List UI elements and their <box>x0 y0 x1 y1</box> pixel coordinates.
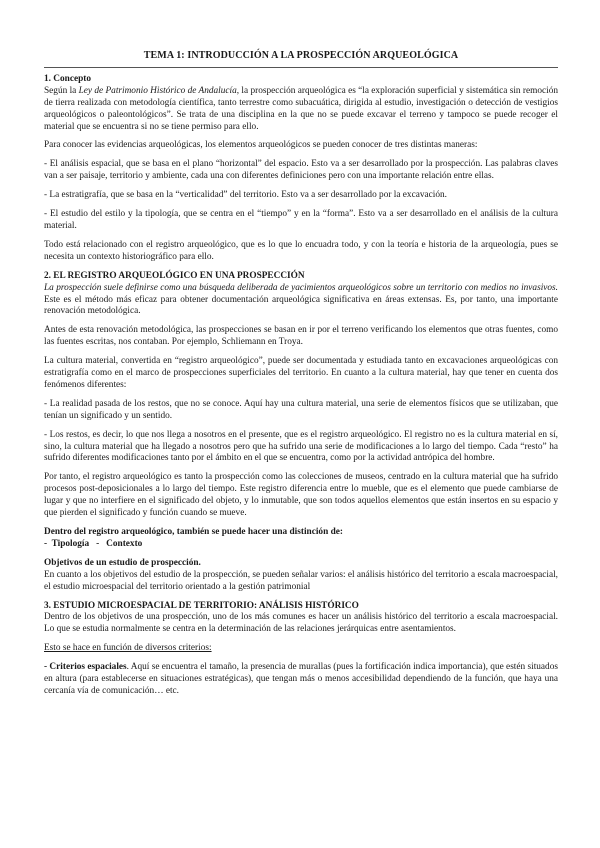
distinction-heading: Dentro del registro arqueológico, también se puede hacer una distinción de: <box>44 527 343 537</box>
section-2-paragraph-3: La cultura material, convertida en “registro arqueológico”, puede ser documentada y estudiada tanto en excavaciones arqueológicas con estratigrafía como en el marco de prospecciones superficiales del territorio. En cuanto a la cultura material, hay que tener en cuenta dos fenómenos diferentes: <box>44 356 558 390</box>
section-2-heading: 2. EL REGISTRO ARQUEOLÓGICO EN UNA PROSPECCIÓN <box>44 270 305 281</box>
title-divider <box>44 67 558 68</box>
section-1-paragraph-2: Para conocer las evidencias arqueológicas, los elementos arqueológicos se pueden conocer de tres distintas maneras: <box>44 140 478 151</box>
section-2-paragraph-6: Por tanto, el registro arqueológico es tanto la prospección como las colecciones de museos, centrado en la cultura material que ha sufrido procesos post-deposicionales a lo largo del tiempo. Este registro diferencia entre lo mueble, que es el elemento que puede cambiarse de lugar y que no interfiere en el significado del objeto, y lo inmutable, que son todos aquellos elementos que están insertos en su espacio y que pierden el significado y función cuando se mueve. <box>44 472 558 519</box>
spatial-criteria-paragraph <box>44 662 558 698</box>
text-run: . Aquí se encuentra el tamaño, la presencia de murallas (pues la fortificación indica importancia), que estén situados en altura (para establecerse en situaciones estratégicas), que tengan más o menos accesibilidad dependiendo de la función, que haya una cercanía vía de comunicación… etc. <box>44 662 558 696</box>
text-run: Este es el método más eficaz para obtener documentación arqueológica significativa en áreas extensas. Es, por tanto, una importante renovación metodológica. <box>44 294 558 317</box>
section-2-paragraph-2: Antes de esta renovación metodológica, las prospecciones se basan en ir por el terreno verificando los elementos que otras fuentes, como las fuentes escritas, nos contaban. Por ejemplo, Schliemann en Troya. <box>44 325 558 348</box>
section-1-paragraph-4: - La estratigrafía, que se basa en la “verticalidad” del territorio. Esto va a ser desarrollado por la excavación. <box>44 190 447 201</box>
section-2-paragraph-5: - Los restos, es decir, lo que nos llega a nosotros en el presente, que es el registro arqueológico. El registro no es la cultura material en sí, sino, la cultura material que ha llegado a nosotros pero que ha sufrido una serie de modificaciones a lo largo del tiempo. Cada “resto” ha sufrido diferentes modificaciones tanto por el ámbito en el que se encuentra, como por la actividad antrópica del hombre. <box>44 429 558 464</box>
section-1-paragraph-6: Todo está relacionado con el registro arqueológico, que es lo que lo encuadra todo, y con la teoría e historia de la arqueología, pues se necesita un contexto historiográfico para ello. <box>44 239 558 262</box>
objectives-text: En cuanto a los objetivos del estudio de la prospección, se pueden señalar varios: el análisis histórico del territorio a escala macroespacial, el estudio microespacial del territorio orientado a la gestión patrimonial <box>44 569 558 592</box>
section-2-paragraph-1 <box>44 283 558 319</box>
text-run: Según la <box>44 85 79 96</box>
objectives-heading: Objetivos de un estudio de prospección. <box>44 557 201 568</box>
document-page <box>44 50 558 705</box>
section-1-paragraph-5: - El estudio del estilo y la tipología, que se centra en el “tiempo” y en la “forma”. Esto va a ser desarrollado en el análisis de la cultura material. <box>44 209 558 231</box>
page-title: TEMA 1: INTRODUCCIÓN A LA PROSPECCIÓN ARQUEOLÓGICA <box>143 50 459 61</box>
text-run: , la prospección arqueológica es “la exploración superficial y sistemática sin remoción de tierra realizada con metodología científica, tanto terrestre como subacuática, dirigida al estudio, investigación o detección de vestigios arqueológicos o paleontológicos”. Se trata de una disciplina en la que no se puede excavar el terreno y tampoco se puede recoger el material que se encuentra si no se tiene permiso para ello. <box>44 85 558 132</box>
section-3-paragraph-1: Dentro de los objetivos de una prospección, uno de los más comunes es hacer un análisis histórico del territorio a escala macroespacial. Lo que se estudia normalmente se centra en la determinación de las relaciones jerárquicas entre asentamientos. <box>44 612 558 635</box>
definition-italic: La prospección suele definirse como una búsqueda deliberada de yacimientos arqueológicos sobre un territorio con medios no invasivos. <box>44 282 558 293</box>
law-name-italic: Ley de Patrimonio Histórico de Andalucía <box>78 85 237 96</box>
section-1-paragraph-3: - El análisis espacial, que se basa en el plano “horizontal” del espacio. Esto va a ser desarrollado por la prospección. Las palabras claves van a ser paisaje, territorio y ambiente, cada una con diferentes definiciones pero con una importante relación entre ellas. <box>44 159 558 182</box>
spatial-criteria-label: - Criterios espaciales <box>44 662 127 673</box>
section-2-paragraph-4: - La realidad pasada de los restos, que no se conoce. Aquí hay una cultura material, una serie de elementos físicos que se utilizaban, que tenían un significado y un sentido. <box>44 398 558 421</box>
section-3-heading: 3. ESTUDIO MICROESPACIAL DE TERRITORIO: ANÁLISIS HISTÓRICO <box>44 600 359 611</box>
distinction-items: - Tipología - Contexto <box>44 538 143 549</box>
section-1-paragraph-1 <box>44 86 558 134</box>
criteria-intro: Esto se hace en función de diversos criterios: <box>44 643 212 654</box>
section-1-heading: 1. Concepto <box>44 73 91 84</box>
